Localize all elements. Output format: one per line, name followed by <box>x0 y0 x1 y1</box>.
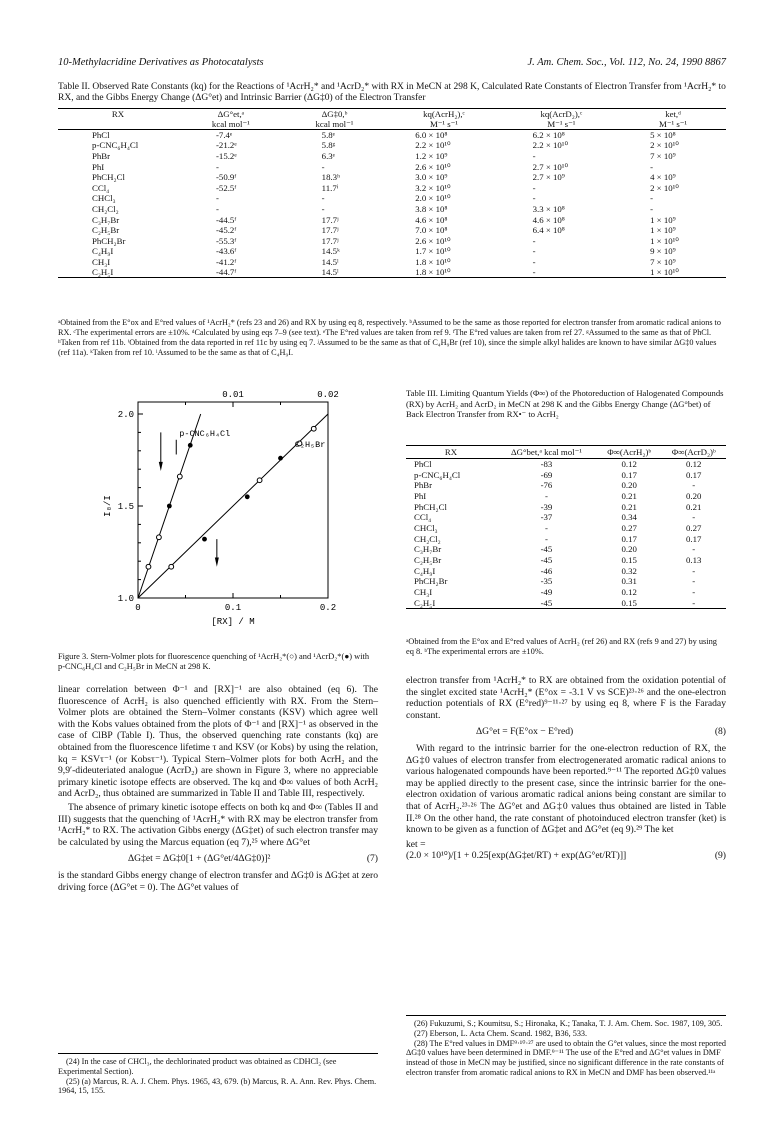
table-cell: -49 <box>540 587 553 598</box>
table3-caption: Table III. Limiting Quantum Yields (Φ∞) of the Photoreduction of Halogenated Compounds (RX) by AcrH₂ and AcrD₂ in MeCN at 298 K and the Gibbs Energy Change (ΔG°bet) of Back Electron Transfer from RX•⁻ to AcrH₂ <box>406 388 724 419</box>
table2-header-unit: M⁻¹ s⁻¹ <box>503 119 620 130</box>
table-cell: 7 × 10⁹ <box>650 256 676 267</box>
table-cell: CH₃I <box>414 587 433 598</box>
x-tick-label: 0 <box>135 603 141 613</box>
x-axis-label: [RX] / M <box>211 617 255 627</box>
table-cell: -55.3ᶠ <box>216 235 237 246</box>
table-cell: 1 × 10¹⁰ <box>650 235 679 246</box>
footnote: (25) (a) Marcus, R. A. J. Chem. Phys. 1965, 43, 679. (b) Marcus, R. A. Ann. Rev. Phys. Chem. 1964, 15, 155. <box>58 1076 377 1096</box>
x-top-tick-label: 0.02 <box>317 390 339 400</box>
right-footnotes <box>406 1015 726 1078</box>
table-cell: 6.4 × 10⁸ <box>532 225 565 236</box>
table-cell: 3.0 × 10⁹ <box>415 172 448 183</box>
table-cell: 14.5ˡ <box>321 256 339 267</box>
table-cell: PhCH₂Br <box>92 235 126 246</box>
table-cell: 4.6 × 10⁸ <box>532 214 565 225</box>
table-cell: -45 <box>540 544 553 555</box>
table-cell: 0.34 <box>621 512 637 523</box>
table-cell: 6.0 × 10⁸ <box>415 130 448 141</box>
table-cell: -52.5ᶠ <box>216 182 237 193</box>
table-cell: 6.3ᵉ <box>321 150 335 161</box>
table-cell: 0.12 <box>621 587 637 598</box>
table-cell: 3.8 × 10⁸ <box>415 203 448 214</box>
table-cell: C₃H₇Br <box>414 544 442 555</box>
table-cell: - <box>544 490 548 501</box>
x-top-tick-label: 0.01 <box>222 390 244 400</box>
table-row <box>406 533 726 544</box>
table-cell: -50.9ᶠ <box>216 172 237 183</box>
table-cell: - <box>532 235 536 246</box>
table-cell: 0.32 <box>621 565 637 576</box>
table-row <box>406 587 726 598</box>
table-cell: C₂H₅I <box>58 267 178 278</box>
table-cell: - <box>661 597 726 608</box>
left-column-text <box>58 684 378 895</box>
table-cell: 0.17 <box>621 533 637 544</box>
table-cell: 2.2 × 10¹⁰ <box>415 140 451 151</box>
table2-header-unit: M⁻¹ s⁻¹ <box>620 119 726 130</box>
table-cell: 14.5ˡ <box>284 267 386 278</box>
table-cell: -45.2ᶠ <box>216 225 237 236</box>
table-cell: 17.7ʲ <box>321 225 339 236</box>
table-cell: - <box>532 182 536 193</box>
table2-header: kq(AcrD₂),ᶜ <box>503 109 620 120</box>
equation-8 <box>406 726 726 738</box>
table-cell: C₃H₇Br <box>92 214 120 225</box>
header-journal: J. Am. Chem. Soc., Vol. 112, No. 24, 1990 8867 <box>527 57 726 68</box>
table-cell: 0.12 <box>686 459 702 470</box>
table-cell: PhCH₂Br <box>414 576 448 587</box>
table3-header: RX <box>406 446 496 459</box>
table-cell: -83 <box>540 459 553 470</box>
header-title: 10-Methylacridine Derivatives as Photocatalysts <box>58 57 264 68</box>
table-cell: - <box>216 161 219 172</box>
table-cell: 0.21 <box>621 490 637 501</box>
table-row <box>58 257 726 268</box>
table-cell: - <box>692 587 696 598</box>
y-axis-label: I₀/I <box>103 495 113 517</box>
table-cell: C₄H₉I <box>414 565 436 576</box>
table-cell: - <box>321 161 325 172</box>
arrow-head <box>215 558 219 567</box>
right-column-text <box>406 675 726 862</box>
table-cell: C₂H₅Br <box>414 555 442 566</box>
table-cell: - <box>216 203 219 214</box>
table-cell: - <box>544 522 548 533</box>
table-cell: 7 × 10⁹ <box>650 150 676 161</box>
table-cell: p-CNC₆H₄Cl <box>92 140 139 151</box>
equation-7 <box>58 853 378 865</box>
table-cell: 3.2 × 10¹⁰ <box>415 182 451 193</box>
table2 <box>58 108 726 278</box>
table-cell: CH₂Cl₂ <box>414 533 441 544</box>
table2-header: ket,ᵈ <box>620 109 726 120</box>
table-cell: -45 <box>496 597 597 608</box>
table-cell: 0.27 <box>686 522 702 533</box>
figure3-caption: Figure 3. Stern-Volmer plots for fluorescence quenching of ¹AcrH₂*(○) and ¹AcrD₂*(●) with p-CNC₆H₄Cl and C₂H₅Br in MeCN at 298 K. <box>58 652 370 671</box>
equation-body: (2.0 × 10¹⁰)/[1 + 0.25[exp(ΔG‡et/RT) + exp(ΔG°et/RT)]] <box>406 850 627 862</box>
table-cell: 14.5ᵏ <box>321 246 340 257</box>
table-cell: - <box>321 203 325 214</box>
table2-header: kq(AcrH₂),ᶜ <box>385 109 502 120</box>
table-cell: 1 × 10⁹ <box>650 225 676 236</box>
table-row <box>406 469 726 480</box>
x-tick-label: 0.1 <box>224 603 242 613</box>
left-footnotes <box>58 1053 378 1096</box>
table-row <box>406 597 726 608</box>
table-cell: - <box>650 193 654 204</box>
table-cell: - <box>692 565 696 576</box>
equation-number: (8) <box>714 726 726 738</box>
table-cell: -35 <box>540 576 553 587</box>
table-row <box>406 512 726 523</box>
table-cell: 0.15 <box>597 597 662 608</box>
table3-header: ΔG°bet,ᵃ kcal mol⁻¹ <box>496 446 597 459</box>
table-cell: C₄H₉I <box>92 246 114 257</box>
equation-body: ΔG‡et = ΔG‡0[1 + (ΔG°et/4ΔG‡0)]² <box>128 853 271 865</box>
table-cell: 0.20 <box>621 544 637 555</box>
table2-header: ΔG°et,ᵃ <box>178 109 284 120</box>
table-cell: - <box>216 193 219 204</box>
table-cell: 2.0 × 10¹⁰ <box>415 193 451 204</box>
table-cell: 0.31 <box>621 576 637 587</box>
data-point-open <box>169 564 174 569</box>
table-cell: PhCH₂Cl <box>92 172 125 183</box>
footnote: (26) Fukuzumi, S.; Koumitsu, S.; Hironaka, K.; Tanaka, T. J. Am. Chem. Soc. 1987, 109, 305. <box>414 1019 723 1028</box>
table-cell: 6.2 × 10⁸ <box>532 130 565 141</box>
table-row <box>58 267 726 278</box>
table-cell: -69 <box>540 469 553 480</box>
figure3 <box>58 384 378 649</box>
table-cell: CHCl₃ <box>92 193 116 204</box>
table-cell: CCl₄ <box>92 182 110 193</box>
data-point-filled <box>245 494 250 499</box>
table2-header-unit: M⁻¹ s⁻¹ <box>385 119 502 130</box>
table-row <box>406 491 726 502</box>
table-row <box>58 246 726 257</box>
table-cell: -46 <box>540 565 553 576</box>
table-cell: - <box>532 150 536 161</box>
data-point-filled <box>278 456 283 461</box>
table-cell: - <box>532 246 536 257</box>
paragraph: is the standard Gibbs energy change of electron transfer and ΔG‡0 is ΔG‡et at zero driving force (ΔG°et = 0). The ΔG°et values of <box>58 869 378 893</box>
table-cell: 7.0 × 10⁸ <box>415 225 448 236</box>
figure3-plot <box>58 384 378 649</box>
series-label: C₂H₅Br <box>294 440 326 451</box>
table2-header: RX <box>58 109 178 120</box>
data-point-open <box>257 478 262 483</box>
table-row <box>406 555 726 566</box>
table-cell: 0.17 <box>686 469 702 480</box>
table-cell: 2 × 10¹⁰ <box>650 140 679 151</box>
table-row <box>406 523 726 534</box>
table-row <box>58 161 726 172</box>
data-point-open <box>146 564 151 569</box>
data-point-open <box>157 535 162 540</box>
table-cell: - <box>692 544 696 555</box>
table-cell: 0.15 <box>621 555 637 566</box>
table2-header: ΔG‡0,ᵇ <box>284 109 386 120</box>
table-row <box>58 204 726 215</box>
table-row <box>58 140 726 151</box>
table-cell: PhCl <box>92 130 110 141</box>
table3-footnote: ᵃObtained from the E°ox and E°red values of AcrH₂ (ref 26) and RX (refs 9 and 27) by using eq 8. ᵇThe experimental errors are ±10%. <box>406 637 717 656</box>
data-point-filled <box>167 504 172 509</box>
table-cell: PhI <box>414 490 427 501</box>
table-cell: PhCH₂Cl <box>414 501 447 512</box>
table-cell: - <box>692 576 696 587</box>
table-cell: - <box>650 161 654 172</box>
table-row <box>58 214 726 225</box>
table-cell: CCl₄ <box>414 512 432 523</box>
table-cell: C₂H₅Br <box>92 225 120 236</box>
table-cell: -39 <box>540 501 553 512</box>
paragraph: linear correlation between Φ⁻¹ and [RX]⁻¹ are also obtained (eq 6). The fluorescence of AcrH₂ is also quenched efficiently with RX. From the Stern–Volmer plots are obtained the Stern–Volmer constants (KSV) which agree well with the Kobs values obtained from the plots of Φ⁻¹ and [RX]⁻¹ as observed in the case of ClBP (Table I). Thus, the observed quenching rate constants (kq) are obtained from the fluorescence lifetime τ and KSV (or Kobs) by using the relation, kq = KSVτ⁻¹ (or Kobsτ⁻¹). Typical Stern–Volmer plots for both AcrH₂ and the 9,9′-dideuteriated analogue (AcrD₂) are shown in Figure 3, where no appreciable primary kinetic isotope effects are observed. The kq and Φ∞ values of both AcrH₂ and AcrD₂, thus obtained are summarized in Table II and Table III, respectively. <box>58 684 378 800</box>
table-row <box>58 130 726 141</box>
table-row <box>406 565 726 576</box>
table3-header: Φ∞(AcrD₂)ᵇ <box>661 446 726 459</box>
table-cell: 11.7ⁱ <box>321 182 339 193</box>
table-cell: 5.8ᵍ <box>321 140 336 151</box>
table-cell: 0.17 <box>686 533 702 544</box>
data-point-filled <box>188 443 193 448</box>
table-cell: 1.2 × 10⁹ <box>415 150 448 161</box>
table2-header-unit <box>58 119 178 130</box>
table-cell: 2 × 10¹⁰ <box>650 182 679 193</box>
table-cell: -43.6ᶠ <box>216 246 237 257</box>
table-cell: 0.20 <box>621 480 637 491</box>
table-cell: 0.20 <box>686 490 702 501</box>
table-row <box>58 182 726 193</box>
table3-header: Φ∞(AcrH₂)ᵇ <box>597 446 662 459</box>
table-row <box>406 576 726 587</box>
arrow-head <box>159 462 163 471</box>
table-row <box>58 172 726 183</box>
table-cell: PhCl <box>414 459 432 470</box>
table-cell: - <box>532 193 536 204</box>
paragraph: With regard to the intrinsic barrier for the one-electron reduction of RX, the ΔG‡0 values of electron transfer from electrogenerated aromatic radical anions to various halogenated compounds have been reported.⁹⁻¹¹ The reported ΔG‡0 values may be applied directly to the present case, since the intrinsic barrier for the one-electron oxidation of various aromatic radical anions being constant are similar to that of AcrH₂.²³·²⁶ The ΔG°et and ΔG‡0 values thus obtained are listed in Table II.²⁸ On the other hand, the rate constant of photoinduced electron transfer (ket) is known to be given as a function of ΔG‡et and ΔG°et (eq 9).²⁹ The ket <box>406 742 726 836</box>
footnote: (24) In the case of CHCl₃, the dechlorinated product was obtained as CDHCl₂ (see Experimental Section). <box>58 1057 337 1076</box>
table-cell: 2.2 × 10¹⁰ <box>532 140 568 151</box>
table-cell: 1 × 10⁹ <box>650 214 676 225</box>
table-cell: 0.13 <box>686 555 702 566</box>
table-cell: 3.3 × 10⁸ <box>532 203 565 214</box>
table-cell: CH₃I <box>92 256 111 267</box>
table-cell: -41.2ᶠ <box>216 256 237 267</box>
paragraph: electron transfer from ¹AcrH₂* to RX are obtained from the oxidation potential of the singlet excited state ¹AcrH₂* (E°ox = -3.1 V vs SCE)²³·²⁶ and the one-electron reduction potentials of RX (E°red)⁹⁻¹¹·²⁷ by using eq 8, where F is the Faraday constant. <box>406 675 726 721</box>
table3 <box>406 445 726 609</box>
equation-lhs: ket = <box>406 838 426 850</box>
table-cell: 0.21 <box>686 501 702 512</box>
table-cell: 17.7ʲ <box>321 235 339 246</box>
table-cell: CHCl₃ <box>414 522 438 533</box>
table-row <box>406 501 726 512</box>
table-cell: C₂H₅I <box>406 597 496 608</box>
table-cell: 2.7 × 10⁹ <box>532 172 565 183</box>
table-cell: 1.7 × 10¹⁰ <box>415 246 451 257</box>
table-row <box>58 225 726 236</box>
table2-caption: Table II. Observed Rate Constants (kq) for the Reactions of ¹AcrH₂* and ¹AcrD₂* with RX in MeCN at 298 K, Calculated Rate Constants of Electron Transfer from ¹AcrH₂* to RX, and the Gibbs Energy Change (ΔG°et) and Intrinsic Barrier (ΔG‡0) of the Electron Transfer <box>58 82 726 103</box>
data-point-open <box>177 474 182 479</box>
table-cell: CH₂Cl₂ <box>92 203 119 214</box>
table-cell: - <box>321 193 325 204</box>
table-row <box>58 151 726 162</box>
table-cell: 0.12 <box>621 459 637 470</box>
table-cell: 2.7 × 10¹⁰ <box>532 161 568 172</box>
table-cell: - <box>692 480 696 491</box>
data-point-open <box>311 426 316 431</box>
table-row <box>58 235 726 246</box>
table-cell: 1.8 × 10¹⁰ <box>385 267 502 278</box>
table-cell: 9 × 10⁹ <box>650 246 676 257</box>
table-cell: 2.6 × 10¹⁰ <box>415 161 451 172</box>
table-cell: 2.6 × 10¹⁰ <box>415 235 451 246</box>
y-tick-label: 2.0 <box>117 410 134 420</box>
table-cell: 4.6 × 10⁸ <box>415 214 448 225</box>
equation-number: (7) <box>366 853 378 865</box>
table-row <box>406 480 726 491</box>
table-cell: -37 <box>540 512 553 523</box>
table-cell: -7.4ᵉ <box>216 130 233 141</box>
table-cell: - <box>650 203 654 214</box>
table-row <box>58 193 726 204</box>
table-cell: 0.21 <box>621 501 637 512</box>
table-cell: - <box>532 256 536 267</box>
table-cell: -44.7ᶠ <box>178 267 284 278</box>
table-cell: -21.2ᵉ <box>216 140 237 151</box>
table-cell: 17.7ʲ <box>321 214 339 225</box>
table2-header-unit: kcal mol⁻¹ <box>284 119 386 130</box>
footnote: (28) The E°red values in DMF⁹·¹⁰·²⁷ are used to obtain the G°et values, since the most reported ΔG‡0 values have been determined in DMF.⁹⁻¹¹ The use of the E°red and ΔG°et values in DMF instead of those in MeCN may be justified, since no significant difference in the rate constants of electron transfer from aromatic radical anions to RX in MeCN and DMF has been observed.¹¹ᵃ <box>406 1038 727 1077</box>
x-tick-label: 0.2 <box>319 603 337 613</box>
equation-body: ΔG°et = F(E°ox − E°red) <box>476 726 574 738</box>
table2-header-unit: kcal mol⁻¹ <box>178 119 284 130</box>
equation-number: (9) <box>714 850 726 862</box>
table-cell: PhBr <box>92 150 111 161</box>
table-row <box>406 544 726 555</box>
table-cell: -44.5ᶠ <box>216 214 237 225</box>
table-cell: - <box>503 267 620 278</box>
data-point-filled <box>202 537 207 542</box>
table-cell: 1 × 10¹⁰ <box>620 267 726 278</box>
table-cell: -15.2ᵉ <box>216 150 237 161</box>
table-cell: PhI <box>92 161 105 172</box>
paragraph: The absence of primary kinetic isotope effects on both kq and Φ∞ (Tables II and III) suggests that the quenching of ¹AcrH₂* with RX may be electron transfer from ¹AcrH₂* to RX. The activation Gibbs energy (ΔG‡et) of such electron transfer may be calculated by using the Marcus equation (eq 7),²⁵ where ΔG°et <box>58 801 378 848</box>
table-cell: 18.3ʰ <box>321 172 340 183</box>
table-cell: - <box>544 533 548 544</box>
table-cell: PhBr <box>414 480 433 491</box>
table-cell: - <box>692 512 696 523</box>
table2-footnote: ᵃObtained from the E°ox and E°red values of ¹AcrH₂* (refs 23 and 26) and RX by using eq 8, respectively. ᵇAssumed to be the same as those reported for electron transfer from aromatic radical anions to RX. ᶜThe experimental errors are ±10%. ᵈCalculated by using eqs 7–9 (see text). ᵉThe E°red values are taken from ref 9. ᶠThe E°red values are taken from ref 27. ᵍAssumed to the same as that of PhCl. ʰTaken from ref 11b. ⁱObtained from the data reported in ref 11c by using eq 7. ʲAssumed to be the same as that of C₄H₉Br (ref 10), since the simple alkyl halides are known to have similar ΔG‡0 values (ref 11a). ᵏTaken from ref 10. ˡAssumed to be the same as that of C₄H₉I. <box>58 318 721 357</box>
table-cell: p-CNC₆H₄Cl <box>414 469 461 480</box>
plot-frame <box>138 402 328 598</box>
table-cell: 5 × 10⁸ <box>650 130 676 141</box>
table-cell: 1.8 × 10¹⁰ <box>415 256 451 267</box>
table-cell: 5.8ᵉ <box>321 130 335 141</box>
table-cell: 0.17 <box>621 469 637 480</box>
y-tick-label: 1.5 <box>117 502 134 512</box>
table-cell: -45 <box>540 555 553 566</box>
table-cell: 4 × 10⁹ <box>650 172 676 183</box>
series-label: p-CNC₆H₄Cl <box>179 429 231 440</box>
equation-9 <box>406 839 726 862</box>
y-tick-label: 1.0 <box>117 594 134 604</box>
table-row <box>406 459 726 470</box>
table-cell: -76 <box>540 480 553 491</box>
table-cell: 0.27 <box>621 522 637 533</box>
footnote: (27) Eberson, L. Acta Chem. Scand. 1982, B36, 533. <box>414 1028 588 1038</box>
